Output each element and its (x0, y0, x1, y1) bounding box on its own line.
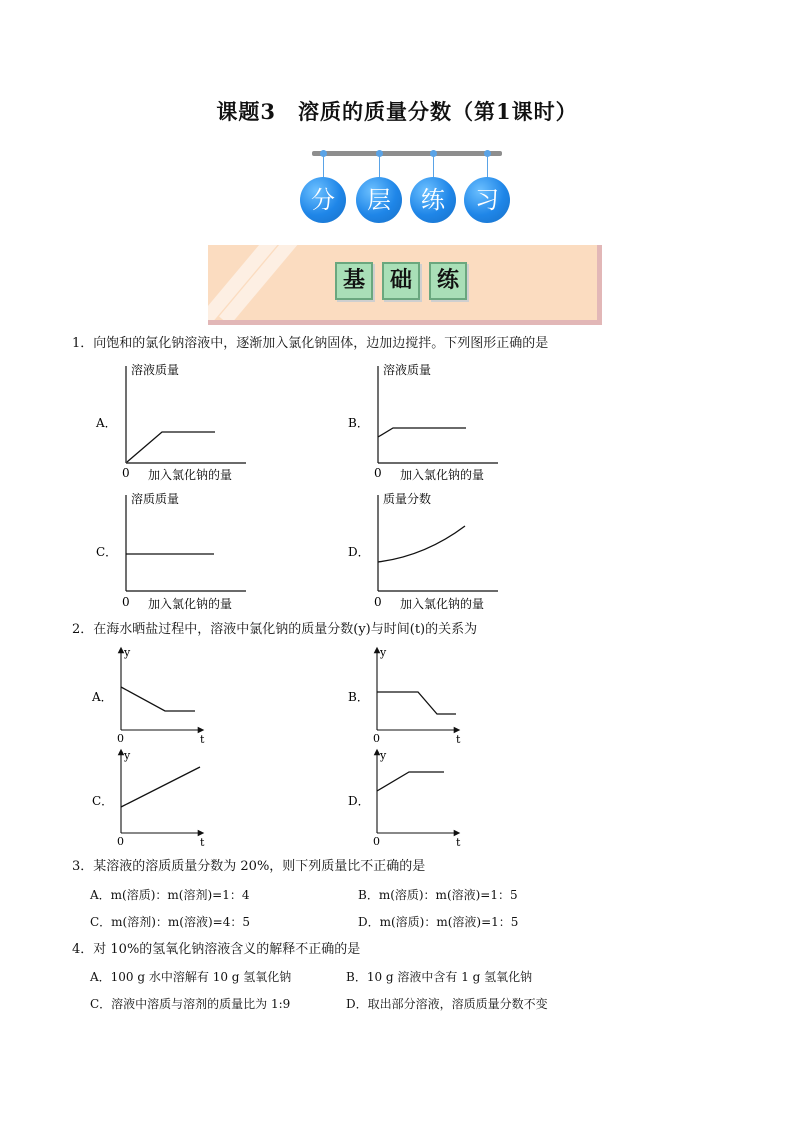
q1-d-ylabel: 质量分数 (383, 492, 432, 506)
q2-d-ylabel: y (380, 749, 387, 762)
q4-option-c: C．溶液中溶质与溶剂的质量比为 1:9 (90, 997, 291, 1011)
q1-b-ylabel: 溶液质量 (383, 363, 432, 377)
ball-lian: 练 (410, 177, 456, 223)
q1-d-origin: 0 (374, 595, 382, 609)
q2-d-label: D． (348, 794, 370, 808)
q4-option-a: A．100 g 水中溶解有 10 g 氢氧化钠 (90, 970, 292, 984)
q3-option-a: A．m(溶质)：m(溶剂)=1：4 (90, 888, 250, 902)
q1-a-origin: 0 (122, 466, 130, 480)
q2-c-xlabel: t (200, 836, 205, 849)
q2-graph-a (91, 646, 205, 746)
q4-option-b: B．10 g 溶液中含有 1 g 氢氧化钠 (346, 970, 533, 984)
q2-b-curve (377, 692, 456, 714)
q1-a-curve (127, 432, 215, 462)
ball-ceng: 层 (356, 177, 402, 223)
q2-b-label: B． (348, 690, 369, 704)
q1-b-xlabel: 加入氯化钠的量 (400, 468, 485, 482)
q1-a-xlabel: 加入氯化钠的量 (148, 468, 233, 482)
q3-option-d: D．m(溶质)：m(溶液)=1：5 (358, 915, 519, 929)
q2-a-ylabel: y (124, 646, 131, 659)
q1-c-label: C． (96, 545, 118, 559)
q2-d-curve (377, 772, 444, 791)
q1-c-origin: 0 (122, 595, 130, 609)
q2-d-origin: 0 (373, 835, 380, 848)
q2-b-ylabel: y (380, 646, 387, 659)
q3-option-c: C．m(溶剂)：m(溶液)=4：5 (90, 915, 250, 929)
q1-graph-b (348, 362, 498, 482)
q2-c-ylabel: y (124, 749, 131, 762)
q4-option-d: D．取出部分溶液，溶质质量分数不变 (346, 997, 548, 1011)
q1-b-curve (378, 428, 466, 437)
q1-graph-a (95, 362, 246, 482)
q1-d-xlabel: 加入氯化钠的量 (400, 597, 485, 611)
question-3: 3．某溶液的溶质质量分数为 20%，则下列质量比不正确的是 (72, 859, 426, 874)
banner-char: 练 (429, 262, 467, 300)
q1-a-ylabel: 溶液质量 (131, 363, 180, 377)
q2-a-xlabel: t (200, 733, 205, 746)
q2-graph-d (348, 749, 461, 849)
question-1: 1．向饱和的氯化钠溶液中，逐渐加入氯化钠固体，边加边搅拌。下列图形正确的是 (72, 336, 549, 351)
ball-fen: 分 (300, 177, 346, 223)
q1-d-curve (378, 526, 465, 562)
page-title: 课题3 溶质的质量分数（第1课时） (216, 99, 578, 124)
q2-a-origin: 0 (117, 732, 124, 745)
q2-graph-b (348, 646, 461, 746)
banner-char: 础 (382, 262, 420, 300)
q2-a-curve (121, 687, 195, 711)
q2-c-origin: 0 (117, 835, 124, 848)
q1-c-xlabel: 加入氯化钠的量 (148, 597, 233, 611)
q3-option-b: B．m(溶质)：m(溶液)=1：5 (358, 888, 518, 902)
q2-graph-c (92, 749, 205, 849)
q2-c-label: C． (92, 794, 114, 808)
q1-a-label: A． (96, 416, 117, 430)
question-4: 4．对 10%的氢氧化钠溶液含义的解释不正确的是 (72, 942, 361, 957)
q1-d-label: D． (348, 545, 370, 559)
q2-d-xlabel: t (456, 836, 461, 849)
q1-graph-c (96, 491, 246, 611)
q2-b-origin: 0 (373, 732, 380, 745)
q1-c-ylabel: 溶质质量 (131, 492, 180, 506)
q2-c-curve (121, 767, 200, 807)
ball-xi: 习 (464, 177, 510, 223)
question-2: 2．在海水晒盐过程中，溶液中氯化钠的质量分数(y)与时间(t)的关系为 (72, 622, 478, 637)
q1-graph-d (348, 491, 498, 611)
q2-a-label: A． (92, 690, 113, 704)
q1-b-origin: 0 (374, 466, 382, 480)
banner-char: 基 (335, 262, 373, 300)
q2-b-xlabel: t (456, 733, 461, 746)
q1-b-label: B． (348, 416, 369, 430)
